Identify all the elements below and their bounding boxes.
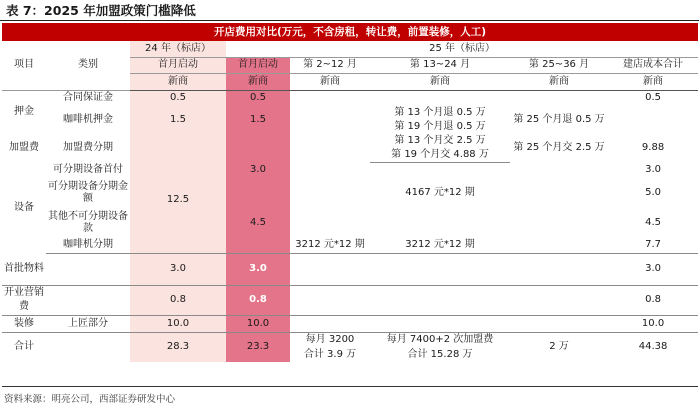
cell-value: 3.0 bbox=[226, 162, 290, 178]
cell-value: 合计 15.28 万 bbox=[407, 348, 473, 360]
newmerchant-label: 新商 bbox=[130, 73, 226, 90]
bottom-divider bbox=[2, 386, 698, 387]
table-row bbox=[2, 315, 698, 332]
cell-value: 12.5 bbox=[130, 162, 226, 238]
table-row bbox=[2, 253, 698, 285]
table-row bbox=[2, 285, 698, 315]
cell-value: 3212 元*12 期 bbox=[370, 238, 510, 253]
cell-value: 第 13 个月退 0.5 万 bbox=[394, 107, 486, 118]
col-header-2025: 25 年（标店） bbox=[226, 41, 698, 57]
table-row bbox=[2, 106, 698, 120]
cell-total: 0.8 bbox=[608, 285, 698, 315]
cell-total: 7.7 bbox=[608, 238, 698, 253]
cell-value: 每月 7400+2 次加盟费 bbox=[386, 333, 494, 345]
franchise-cost-table bbox=[2, 23, 698, 362]
cell-value: 4.5 bbox=[226, 208, 290, 238]
cell-value: 每月 3200 bbox=[305, 333, 355, 345]
table-row bbox=[2, 162, 698, 178]
col-header-first-month-25: 首月启动 bbox=[226, 57, 290, 73]
cell-value: 第 19 个月退 0.5 万 bbox=[394, 121, 486, 132]
cell-total: 9.88 bbox=[641, 142, 665, 153]
cell-total: 4.5 bbox=[645, 217, 661, 228]
group-zhuangxiu: 装修 bbox=[2, 315, 46, 332]
cell-value: 第 19 个月交 4.88 万 bbox=[370, 148, 510, 162]
cell-value: 4167 元*12 期 bbox=[405, 187, 475, 198]
group-shoupi: 首批物料 bbox=[2, 253, 46, 285]
title-divider bbox=[0, 20, 699, 21]
cell-value: 0.8 bbox=[130, 285, 226, 315]
col-header-m2-12: 第 2~12 月 bbox=[290, 57, 370, 73]
cell-value: 第 13 个月交 2.5 万 bbox=[394, 135, 486, 146]
col-header-total-cost: 建店成本合计 bbox=[608, 57, 698, 73]
cell-value: 3.0 bbox=[130, 253, 226, 285]
cell-value: 23.3 bbox=[226, 332, 290, 362]
cell-value: 2 万 bbox=[549, 341, 569, 353]
group-kaiye: 开业营销费 bbox=[2, 285, 46, 315]
cell-value: 0.5 bbox=[226, 90, 290, 106]
row-label: 其他不可分期设备款 bbox=[48, 211, 128, 234]
col-header-category: 类别 bbox=[46, 41, 130, 90]
cell-value: 1.5 bbox=[226, 106, 290, 134]
newmerchant-label: 新商 bbox=[370, 73, 510, 90]
row-label: 加盟费分期 bbox=[63, 142, 113, 153]
table-row bbox=[2, 178, 698, 208]
source-note: 资料来源：明亮公司，西部证券研发中心 bbox=[4, 394, 176, 405]
row-label: 上匠部分 bbox=[46, 315, 130, 332]
table-row bbox=[2, 208, 698, 238]
figure-title: 表 7：2025 年加盟政策门槛降低 bbox=[6, 3, 196, 18]
cell-total: 3.0 bbox=[608, 253, 698, 285]
table-row bbox=[2, 238, 698, 253]
col-header-item: 项目 bbox=[2, 41, 46, 90]
cell-value: 10.0 bbox=[226, 315, 290, 332]
newmerchant-label: 新商 bbox=[290, 73, 370, 90]
newmerchant-label: 新商 bbox=[510, 73, 608, 90]
col-header-first-month-24: 首月启动 bbox=[130, 57, 226, 73]
group-heji: 合计 bbox=[14, 341, 34, 353]
header-year-row bbox=[2, 41, 698, 57]
cell-value: 合计 3.9 万 bbox=[303, 348, 357, 360]
row-label: 可分期设备首付 bbox=[53, 164, 123, 175]
cell-total: 3.0 bbox=[645, 164, 661, 175]
table-row bbox=[2, 90, 698, 106]
cell-total: 44.38 bbox=[638, 341, 668, 353]
cell-total: 5.0 bbox=[645, 187, 661, 198]
cell-value: 3.0 bbox=[249, 263, 267, 274]
cell-value: 0.5 bbox=[130, 90, 226, 106]
col-header-2024: 24 年（标店） bbox=[130, 41, 226, 57]
newmerchant-label: 新商 bbox=[226, 73, 290, 90]
row-label: 咖啡机押金 bbox=[63, 114, 113, 125]
header-band-row bbox=[2, 23, 698, 41]
cell-total: 0.5 bbox=[645, 92, 661, 104]
col-header-m25-36: 第 25~36 月 bbox=[510, 57, 608, 73]
cell-value: 10.0 bbox=[130, 315, 226, 332]
cell-value: 第 25 个月退 0.5 万 bbox=[513, 114, 605, 125]
row-label: 咖啡机分期 bbox=[46, 238, 130, 253]
cell-value: 28.3 bbox=[130, 332, 226, 362]
row-label: 合同保证金 bbox=[63, 92, 113, 104]
cell-value: 0.8 bbox=[249, 294, 267, 305]
table-row-sum bbox=[2, 332, 698, 347]
group-jiameng: 加盟费 bbox=[9, 142, 39, 153]
header-band: 开店费用对比(万元，不含房租，转让费，前置装修，人工) bbox=[2, 23, 698, 41]
group-shebei: 设备 bbox=[14, 201, 34, 213]
cell-value: 第 25 个月交 2.5 万 bbox=[513, 142, 605, 153]
cell-value: 1.5 bbox=[130, 106, 226, 134]
cell-total: 10.0 bbox=[608, 315, 698, 332]
col-header-m13-24: 第 13~24 月 bbox=[370, 57, 510, 73]
group-yajin: 押金 bbox=[14, 106, 34, 118]
row-label: 可分期设备分期金额 bbox=[48, 181, 128, 204]
cell-value: 3212 元*12 期 bbox=[290, 238, 370, 253]
newmerchant-label: 新商 bbox=[608, 73, 698, 90]
table-row bbox=[2, 134, 698, 148]
